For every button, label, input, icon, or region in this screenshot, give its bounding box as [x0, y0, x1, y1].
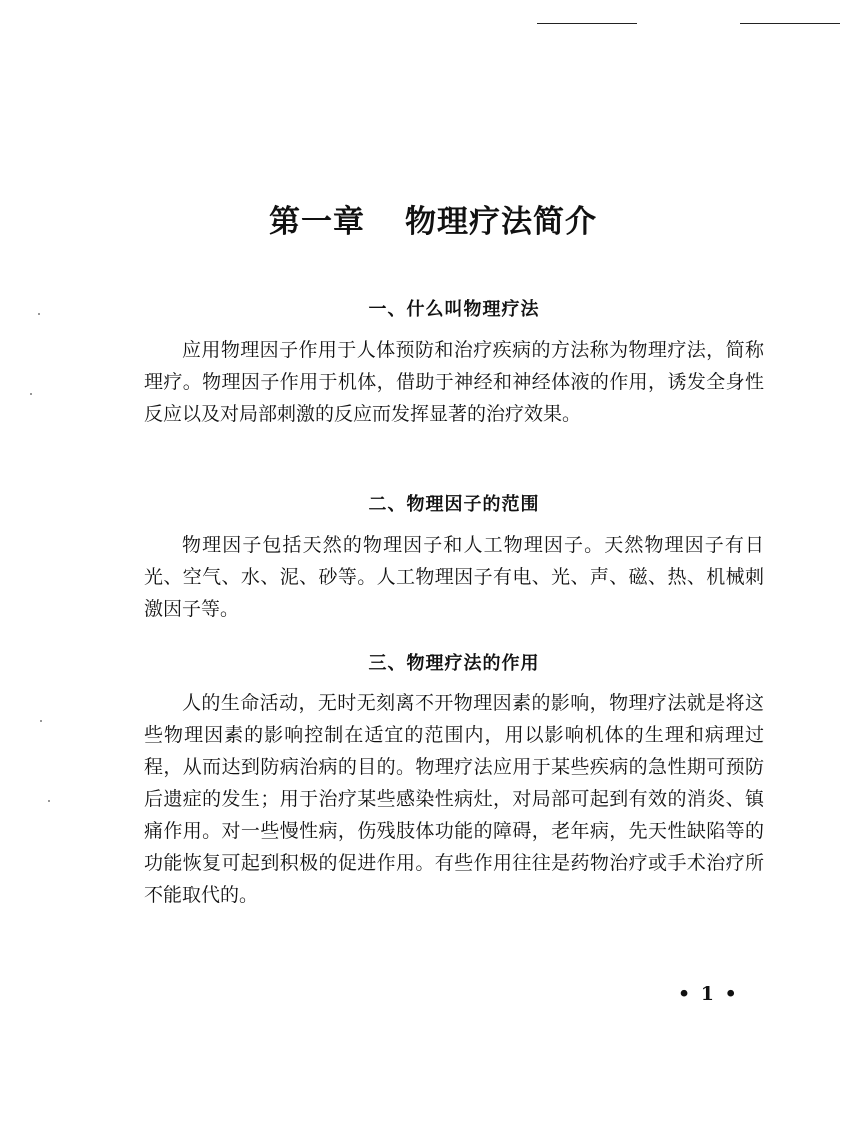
scan-speck [30, 393, 32, 395]
scan-speck [48, 800, 50, 802]
header-rule-left [537, 23, 637, 24]
header-rule-right [740, 23, 840, 24]
scan-speck [38, 313, 40, 315]
section-heading: 一、什么叫物理疗法 [368, 299, 540, 320]
section-effects-of-physiotherapy [144, 649, 764, 911]
section-scope-of-physical-factors [144, 490, 764, 625]
section-what-is-physiotherapy [144, 295, 764, 430]
section-heading: 二、物理因子的范围 [368, 494, 540, 515]
scan-speck [40, 720, 42, 722]
chapter-title [0, 196, 866, 241]
section-paragraph: 物理因子包括天然的物理因子和人工物理因子。天然物理因子有日光、空气、水、泥、砂等。人工物理因子有电、光、声、磁、热、机械刺激因子等。 [144, 534, 764, 620]
page-number: • 1 • [678, 983, 739, 1005]
section-paragraph: 人的生命活动，无时无刻离不开物理因素的影响，物理疗法就是将这些物理因素的影响控制在适宜的范围内，用以影响机体的生理和病理过程，从而达到防病治病的目的。物理疗法应用于某些疾病的急性期可预防后遗症的发生；用于治疗某些感染性病灶，对局部可起到有效的消炎、镇痛作用。对一些慢性病，伤残肢体功能的障碍，老年病，先天性缺陷等的功能恢复可起到积极的促进作用。有些作用往往是药物治疗或手术治疗所不能取代的。 [144, 692, 764, 906]
chapter-number: 第一章 [269, 204, 365, 240]
section-paragraph: 应用物理因子作用于人体预防和治疗疾病的方法称为物理疗法，简称理疗。物理因子作用于机体，借助于神经和神经体液的作用，诱发全身性反应以及对局部刺激的反应而发挥显著的治疗效果。 [144, 339, 764, 425]
chapter-title-text: 物理疗法简介 [405, 204, 597, 240]
section-heading: 三、物理疗法的作用 [368, 653, 540, 674]
